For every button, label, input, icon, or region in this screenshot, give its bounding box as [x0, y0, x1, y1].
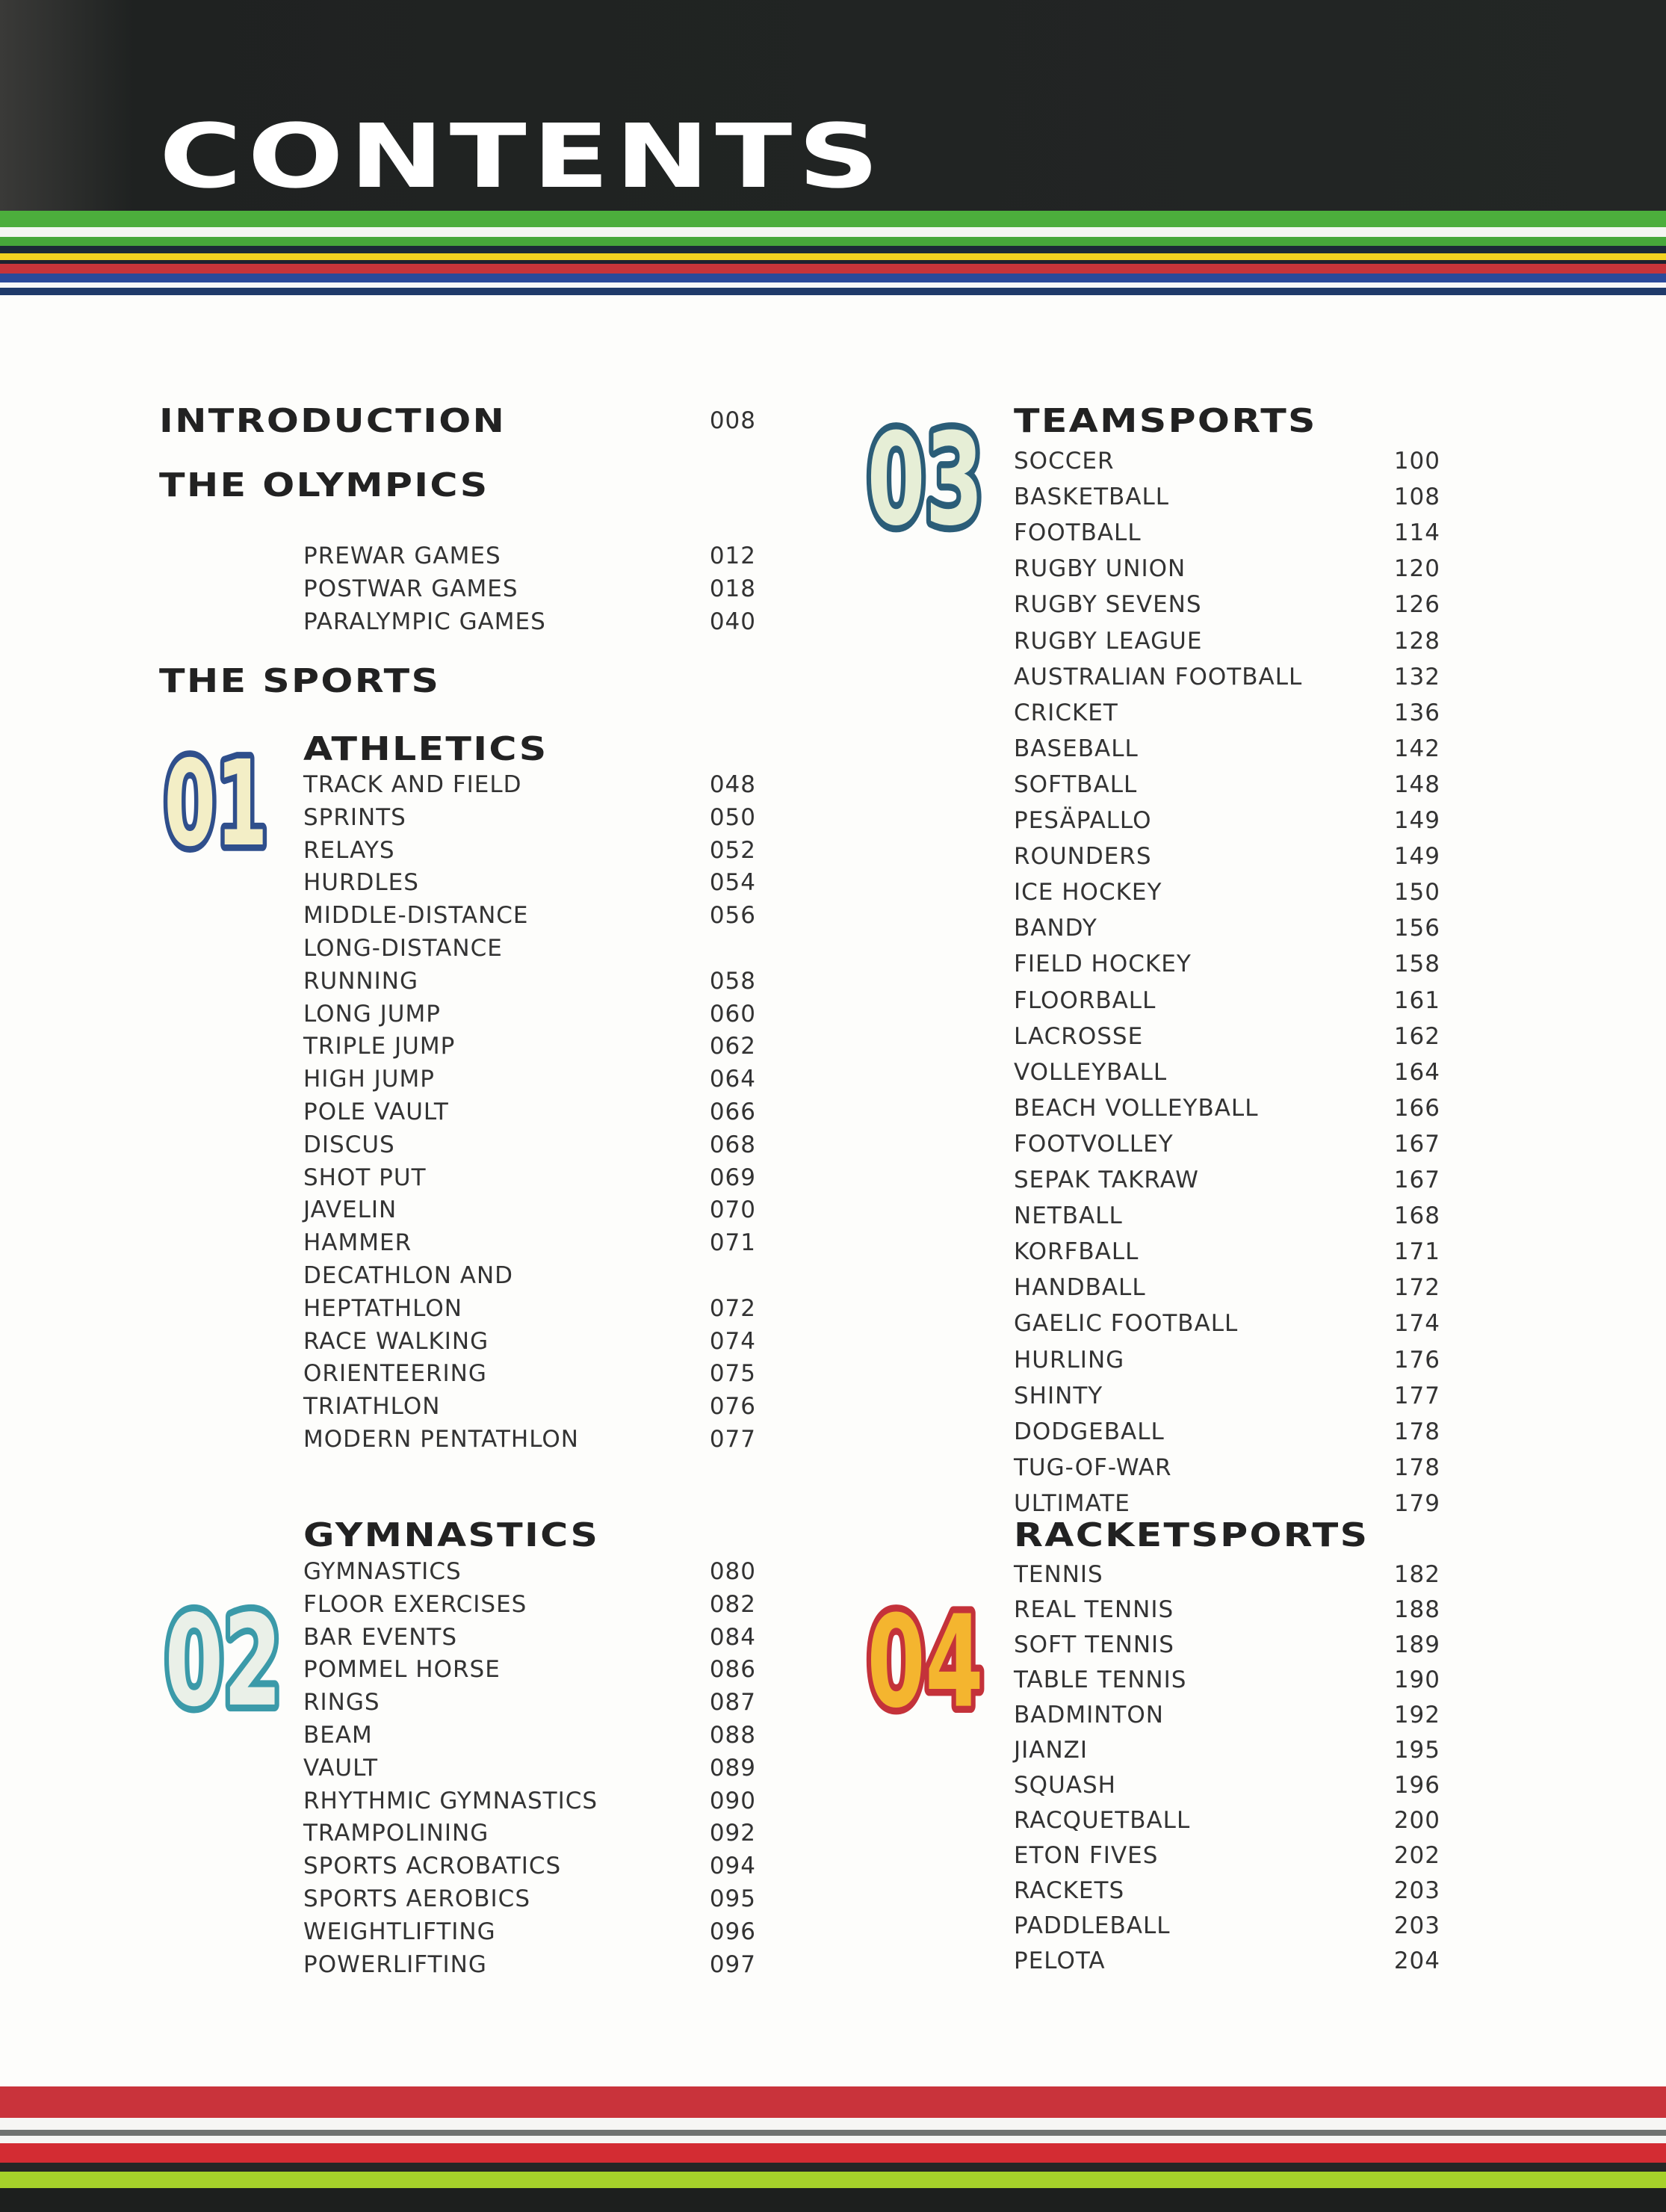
entry-page: 066 — [709, 1099, 756, 1125]
toc-entry[interactable] — [1014, 840, 1440, 873]
entry-label: HURDLES — [303, 869, 419, 896]
entry-label: ROUNDERS — [1014, 843, 1152, 870]
toc-entry[interactable] — [1014, 1628, 1440, 1661]
entry-page: 158 — [1393, 951, 1440, 977]
toc-entry[interactable] — [1014, 1092, 1440, 1125]
toc-entry[interactable] — [1014, 732, 1440, 765]
entry-page: 018 — [709, 575, 756, 602]
entry-page: 064 — [709, 1066, 756, 1093]
entry-page: 167 — [1393, 1167, 1440, 1193]
entry-label: PARALYMPIC GAMES — [303, 608, 546, 635]
athletics-heading: ATHLETICS — [303, 730, 548, 768]
entry-page: 060 — [709, 1001, 756, 1028]
entry-label: RHYTHMIC GYMNASTICS — [303, 1788, 598, 1814]
entry-page: 182 — [1393, 1561, 1440, 1588]
entry-label: PESÄPALLO — [1014, 807, 1152, 834]
svg-text:01: 01 — [164, 741, 268, 859]
entry-label: FOOTBALL — [1014, 519, 1142, 546]
entry-label: POMMEL HORSE — [303, 1656, 501, 1683]
entry-page: 172 — [1393, 1274, 1440, 1301]
toc-entry[interactable] — [303, 1915, 756, 1948]
entry-page: 150 — [1393, 879, 1440, 906]
entry-page: 077 — [709, 1426, 756, 1453]
toc-entry[interactable] — [303, 1128, 756, 1161]
entry-page: 074 — [709, 1328, 756, 1355]
page-title: CONTENTS — [159, 105, 885, 208]
entry-label: RUGBY SEVENS — [1014, 591, 1202, 618]
entry-label: DECATHLON AND — [303, 1262, 514, 1289]
entry-page: 108 — [1393, 484, 1440, 510]
entry-page: 156 — [1393, 915, 1440, 942]
entry-label: HEPTATHLON — [303, 1295, 462, 1322]
entry-page: 086 — [709, 1656, 756, 1683]
entry-page: 080 — [709, 1558, 756, 1585]
toc-entry[interactable] — [1014, 481, 1440, 513]
entry-label: SHOT PUT — [303, 1164, 427, 1191]
section-number-badge-03 — [859, 412, 991, 539]
toc-entry[interactable] — [1014, 1020, 1440, 1053]
entry-page: 062 — [709, 1033, 756, 1060]
entry-label: BEAM — [303, 1722, 373, 1749]
toc-entry[interactable] — [1014, 588, 1440, 621]
entry-label: RUNNING — [303, 968, 418, 995]
entry-page: 054 — [709, 869, 756, 896]
entry-label: ETON FIVES — [1014, 1842, 1159, 1869]
toc-entry[interactable] — [303, 1719, 756, 1752]
entry-label: KORFBALL — [1014, 1238, 1139, 1265]
entry-page: 070 — [709, 1196, 756, 1223]
entry-page: 148 — [1393, 771, 1440, 798]
entry-page: 203 — [1393, 1877, 1440, 1904]
toc-entry[interactable] — [303, 899, 756, 932]
entry-page: 071 — [709, 1229, 756, 1256]
entry-page: 094 — [709, 1853, 756, 1879]
entry-page: 200 — [1393, 1807, 1440, 1834]
sports-heading: THE SPORTS — [159, 662, 441, 700]
entry-label: DISCUS — [303, 1131, 395, 1158]
entry-label: GAELIC FOOTBALL — [1014, 1310, 1239, 1337]
entry-label: SPRINTS — [303, 804, 406, 831]
entry-page: 068 — [709, 1131, 756, 1158]
entry-label: HIGH JUMP — [303, 1066, 435, 1093]
entry-label: SOCCER — [1014, 448, 1115, 475]
svg-text:04: 04 — [867, 1594, 984, 1721]
toc-entry[interactable] — [303, 1588, 756, 1621]
entry-label: SOFT TENNIS — [1014, 1631, 1174, 1658]
entry-page: 188 — [1393, 1596, 1440, 1623]
entry-label: AUSTRALIAN FOOTBALL — [1014, 664, 1303, 691]
entry-page: 196 — [1393, 1772, 1440, 1799]
entry-page: 120 — [1393, 555, 1440, 582]
entry-page: 203 — [1393, 1912, 1440, 1939]
toc-entry[interactable] — [1014, 696, 1440, 729]
toc-entry[interactable] — [303, 1423, 756, 1456]
entry-label: MIDDLE-DISTANCE — [303, 902, 529, 929]
entry-page: 149 — [1393, 807, 1440, 834]
entry-label: HURLING — [1014, 1347, 1125, 1374]
toc-entry[interactable] — [1014, 1804, 1440, 1837]
entry-label: RUGBY LEAGUE — [1014, 628, 1203, 655]
entry-label: SHINTY — [1014, 1382, 1103, 1409]
entry-page: 090 — [709, 1788, 756, 1814]
entry-page: 048 — [709, 771, 756, 798]
teamsports-heading: TEAMSPORTS — [1014, 402, 1317, 440]
entry-page: 168 — [1393, 1202, 1440, 1229]
entry-page: 179 — [1393, 1490, 1440, 1517]
entry-page: 176 — [1393, 1347, 1440, 1374]
toc-entry[interactable] — [1014, 1344, 1440, 1377]
entry-label: TENNIS — [1014, 1561, 1103, 1588]
toc-entry[interactable] — [303, 1030, 756, 1063]
entry-page: 149 — [1393, 843, 1440, 870]
entry-page: 178 — [1393, 1418, 1440, 1445]
entry-label: SQUASH — [1014, 1772, 1116, 1799]
toc-entry[interactable] — [303, 1193, 756, 1226]
toc-entry[interactable] — [303, 965, 756, 998]
entry-page: 161 — [1393, 987, 1440, 1014]
entry-label: TUG-OF-WAR — [1014, 1454, 1172, 1481]
section-number-badge-04 — [859, 1594, 991, 1721]
toc-entry[interactable] — [303, 1325, 756, 1358]
entry-label: VOLLEYBALL — [1014, 1059, 1168, 1086]
toc-entry[interactable] — [303, 572, 756, 605]
toc-entry[interactable] — [1014, 912, 1440, 945]
entry-label: MODERN PENTATHLON — [303, 1426, 579, 1453]
toc-entry[interactable] — [303, 605, 756, 638]
entry-page: 178 — [1393, 1454, 1440, 1481]
toc-entry[interactable] — [303, 1390, 756, 1423]
section-number-badge-01 — [157, 741, 275, 859]
section-number-badge-02 — [157, 1594, 290, 1720]
toc-entry[interactable] — [303, 1357, 756, 1390]
entry-label: LONG-DISTANCE — [303, 935, 503, 962]
toc-entry[interactable] — [1014, 1307, 1440, 1340]
toc-entry[interactable] — [303, 1292, 756, 1325]
entry-page: 166 — [1393, 1095, 1440, 1122]
entry-page: 058 — [709, 968, 756, 995]
entry-page: 088 — [709, 1722, 756, 1749]
entry-label: TRAMPOLINING — [303, 1820, 489, 1847]
entry-page: 132 — [1393, 664, 1440, 691]
toc-entry[interactable] — [1014, 1769, 1440, 1802]
entry-label: POLE VAULT — [303, 1099, 449, 1125]
entry-label: VAULT — [303, 1755, 379, 1782]
toc-entry[interactable] — [303, 1882, 756, 1915]
entry-label: PADDLEBALL — [1014, 1912, 1171, 1939]
svg-text:02: 02 — [164, 1594, 282, 1720]
olympics-heading: THE OLYMPICS — [159, 466, 489, 504]
toc-entry[interactable] — [1014, 625, 1440, 658]
toc-entry[interactable] — [303, 1653, 756, 1686]
entry-label: GYMNASTICS — [303, 1558, 462, 1585]
toc-entry[interactable] — [303, 1555, 756, 1588]
entry-label: RUGBY UNION — [1014, 555, 1186, 582]
entry-label: RELAYS — [303, 837, 395, 864]
entry-label: NETBALL — [1014, 1202, 1123, 1229]
entry-label: ICE HOCKEY — [1014, 879, 1162, 906]
entry-label: SPORTS AEROBICS — [303, 1885, 530, 1912]
toc-entry[interactable] — [1014, 1271, 1440, 1304]
introduction-entry[interactable] — [159, 401, 756, 440]
entry-label: CRICKET — [1014, 699, 1118, 726]
entry-label: PELOTA — [1014, 1947, 1106, 1974]
entry-page: 167 — [1393, 1131, 1440, 1158]
entry-page: 072 — [709, 1295, 756, 1322]
header-band — [0, 0, 1666, 217]
toc-entry[interactable] — [303, 1785, 756, 1817]
entry-page: 089 — [709, 1755, 756, 1782]
entry-label: BASKETBALL — [1014, 484, 1170, 510]
entry-label: BANDY — [1014, 915, 1097, 942]
entry-page: 056 — [709, 902, 756, 929]
toc-entry[interactable] — [1014, 1199, 1440, 1232]
entry-label: DODGEBALL — [1014, 1418, 1165, 1445]
toc-entry[interactable] — [303, 1850, 756, 1882]
entry-label: FOOTVOLLEY — [1014, 1131, 1174, 1158]
entry-page: 095 — [709, 1885, 756, 1912]
entry-page: 192 — [1393, 1702, 1440, 1728]
entry-label: LACROSSE — [1014, 1023, 1144, 1050]
toc-entry[interactable] — [1014, 1487, 1440, 1520]
toc-entry[interactable] — [1014, 804, 1440, 837]
entry-page: 075 — [709, 1360, 756, 1387]
entry-page: 100 — [1393, 448, 1440, 475]
entry-label: TRIATHLON — [303, 1393, 441, 1420]
entry-label: RACQUETBALL — [1014, 1807, 1191, 1834]
toc-entry[interactable] — [1014, 768, 1440, 801]
entry-label: TABLE TENNIS — [1014, 1666, 1187, 1693]
entry-page: 092 — [709, 1820, 756, 1847]
entry-page: 008 — [709, 407, 756, 434]
entry-label: HANDBALL — [1014, 1274, 1146, 1301]
entry-page: 114 — [1393, 519, 1440, 546]
entry-label: LONG JUMP — [303, 1001, 441, 1028]
entry-label: POSTWAR GAMES — [303, 575, 518, 602]
entry-page: 050 — [709, 804, 756, 831]
entry-label: REAL TENNIS — [1014, 1596, 1174, 1623]
toc-entry[interactable] — [303, 866, 756, 899]
entry-label: BASEBALL — [1014, 735, 1139, 762]
toc-entry[interactable] — [1014, 1663, 1440, 1696]
racketsports-heading: RACKETSPORTS — [1014, 1516, 1369, 1554]
toc-entry[interactable] — [303, 1226, 756, 1259]
entry-page: 195 — [1393, 1737, 1440, 1764]
toc-entry[interactable] — [303, 540, 756, 572]
toc-entry[interactable] — [303, 1621, 756, 1654]
entry-page: 040 — [709, 608, 756, 635]
toc-entry[interactable] — [303, 1817, 756, 1850]
toc-entry[interactable] — [303, 1686, 756, 1719]
toc-entry[interactable] — [1014, 1734, 1440, 1767]
entry-label: BAR EVENTS — [303, 1624, 458, 1651]
toc-entry[interactable] — [1014, 1380, 1440, 1412]
toc-entry[interactable] — [1014, 1874, 1440, 1907]
entry-label: FLOOR EXERCISES — [303, 1591, 527, 1618]
entry-page: 012 — [709, 543, 756, 569]
toc-entry[interactable] — [1014, 1909, 1440, 1942]
toc-entry[interactable] — [1014, 445, 1440, 478]
toc-entry[interactable] — [1014, 876, 1440, 909]
toc-entry[interactable] — [1014, 1839, 1440, 1872]
toc-entry[interactable] — [1014, 1699, 1440, 1731]
entry-page: 164 — [1393, 1059, 1440, 1086]
toc-entry[interactable] — [1014, 1056, 1440, 1089]
entry-page: 096 — [709, 1918, 756, 1945]
toc-entry[interactable] — [1014, 1128, 1440, 1161]
entry-label: RACKETS — [1014, 1877, 1125, 1904]
entry-label: INTRODUCTION — [159, 401, 507, 440]
entry-label: SPORTS ACROBATICS — [303, 1853, 562, 1879]
entry-page: 177 — [1393, 1382, 1440, 1409]
toc-entry[interactable] — [303, 834, 756, 867]
toc-entry[interactable] — [1014, 948, 1440, 980]
toc-entry[interactable] — [303, 998, 756, 1031]
entry-label: SOFTBALL — [1014, 771, 1138, 798]
entry-page: 204 — [1393, 1947, 1440, 1974]
entry-page: 174 — [1393, 1310, 1440, 1337]
entry-label: TRIPLE JUMP — [303, 1033, 456, 1060]
entry-label: POWERLIFTING — [303, 1951, 487, 1978]
entry-page: 126 — [1393, 591, 1440, 618]
toc-entry[interactable] — [1014, 1944, 1440, 1977]
entry-label: JAVELIN — [303, 1196, 397, 1223]
toc-entry[interactable] — [1014, 552, 1440, 585]
entry-label: ULTIMATE — [1014, 1490, 1130, 1517]
entry-label: RINGS — [303, 1689, 380, 1716]
toc-entry[interactable] — [1014, 1558, 1440, 1591]
entry-page: 190 — [1393, 1666, 1440, 1693]
svg-text:03: 03 — [867, 412, 984, 539]
entry-label: FLOORBALL — [1014, 987, 1156, 1014]
toc-entry[interactable] — [1014, 1415, 1440, 1448]
entry-page: 202 — [1393, 1842, 1440, 1869]
entry-page: 136 — [1393, 699, 1440, 726]
entry-page: 052 — [709, 837, 756, 864]
toc-entry[interactable] — [303, 1096, 756, 1128]
entry-page: 082 — [709, 1591, 756, 1618]
entry-label: SEPAK TAKRAW — [1014, 1167, 1199, 1193]
entry-label: JIANZI — [1014, 1737, 1089, 1764]
entry-page: 097 — [709, 1951, 756, 1978]
toc-entry[interactable] — [303, 801, 756, 834]
entry-page: 084 — [709, 1624, 756, 1651]
entry-page: 142 — [1393, 735, 1440, 762]
toc-entry[interactable] — [1014, 1235, 1440, 1268]
toc-entry[interactable] — [303, 932, 756, 965]
entry-label: PREWAR GAMES — [303, 543, 501, 569]
entry-page: 087 — [709, 1689, 756, 1716]
entry-label: HAMMER — [303, 1229, 412, 1256]
entry-label: BADMINTON — [1014, 1702, 1164, 1728]
toc-entry[interactable] — [1014, 661, 1440, 693]
toc-entry[interactable] — [303, 1752, 756, 1785]
entry-page: 189 — [1393, 1631, 1440, 1658]
toc-entry[interactable] — [1014, 1451, 1440, 1484]
toc-entry[interactable] — [1014, 516, 1440, 549]
entry-page: 128 — [1393, 628, 1440, 655]
entry-page: 076 — [709, 1393, 756, 1420]
toc-entry[interactable] — [1014, 984, 1440, 1017]
toc-entry[interactable] — [303, 1259, 756, 1292]
toc-entry[interactable] — [303, 1948, 756, 1981]
toc-entry[interactable] — [1014, 1164, 1440, 1196]
entry-label: BEACH VOLLEYBALL — [1014, 1095, 1259, 1122]
entry-label: RACE WALKING — [303, 1328, 489, 1355]
gymnastics-heading: GYMNASTICS — [303, 1516, 600, 1554]
toc-entry[interactable] — [303, 1161, 756, 1194]
toc-entry[interactable] — [1014, 1593, 1440, 1626]
entry-page: 171 — [1393, 1238, 1440, 1265]
entry-page: 162 — [1393, 1023, 1440, 1050]
toc-entry[interactable] — [303, 1063, 756, 1096]
entry-label: ORIENTEERING — [303, 1360, 487, 1387]
entry-label: TRACK AND FIELD — [303, 771, 522, 798]
entry-page: 069 — [709, 1164, 756, 1191]
toc-entry[interactable] — [303, 768, 756, 801]
entry-label: FIELD HOCKEY — [1014, 951, 1192, 977]
entry-label: WEIGHTLIFTING — [303, 1918, 496, 1945]
